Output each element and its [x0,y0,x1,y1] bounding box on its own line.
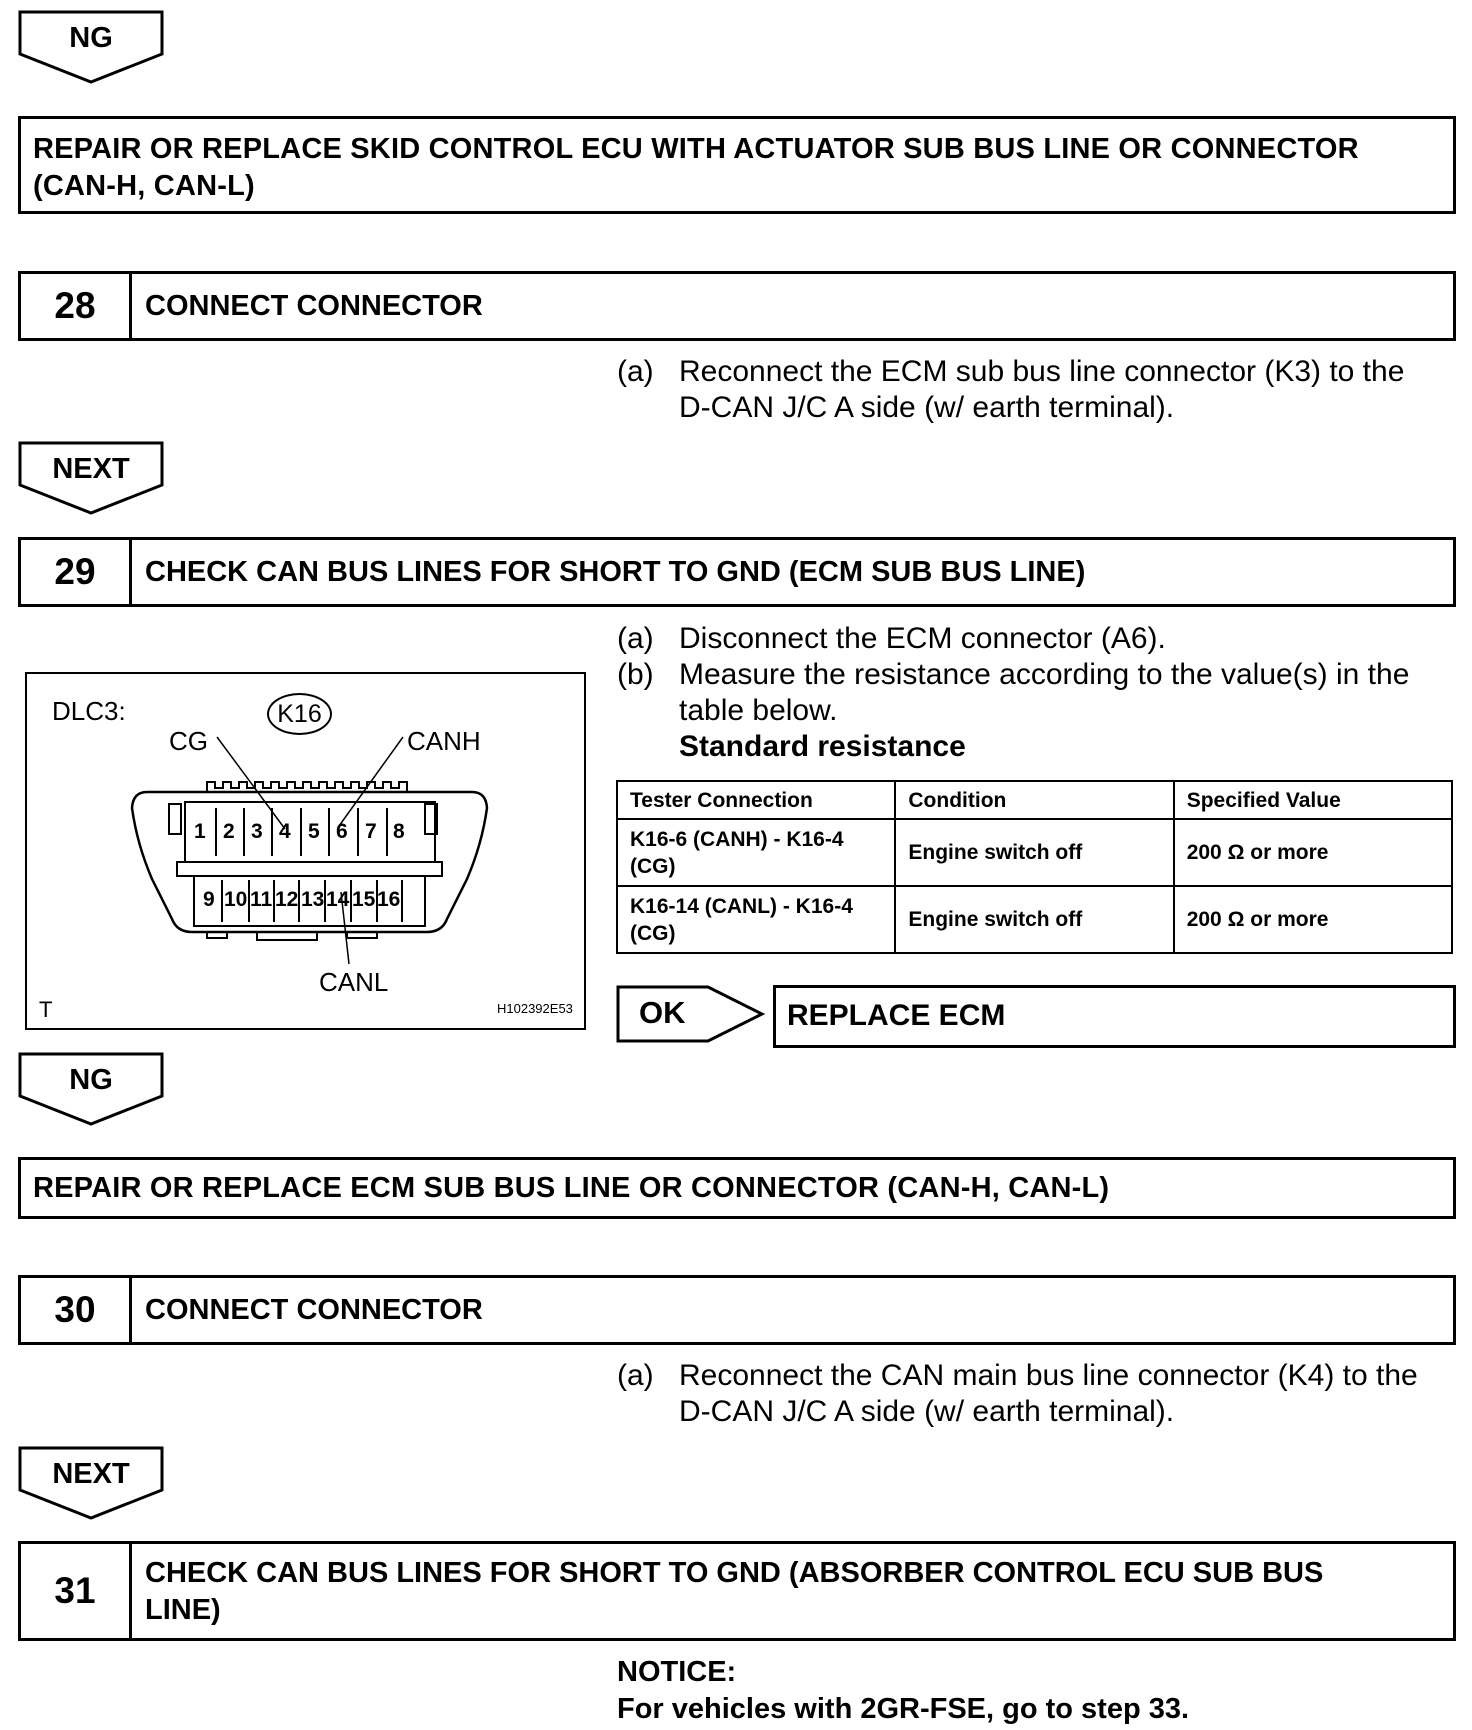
step-30-instruction: (a) Reconnect the CAN main bus line connector (K4) to the D-CAN J/C A side (w/ earth terminal). [617,1359,1418,1428]
pin-label: 4 [279,820,291,843]
table-cell: 200 Ω or more [1174,886,1452,953]
step-title: CHECK CAN BUS LINES FOR SHORT TO GND (ABSORBER CONTROL ECU SUB BUS LINE) [145,1557,1324,1626]
step-31-header [18,1541,1456,1641]
table-cell: Engine switch off [895,819,1173,886]
bottom-pin-row [195,888,425,916]
table-header: Condition [895,781,1173,819]
pin-label: 10 [224,888,248,911]
table-header: Tester Connection [617,781,895,819]
canh-leader-line [339,737,403,826]
ng-label: NG [69,1064,113,1096]
connector-id-badge: K16 [267,693,332,735]
canl-label: CANL [319,967,389,997]
notice-text: For vehicles with 2GR-FSE, go to step 33. [617,1693,1190,1725]
ng-flow-tag [18,1052,164,1128]
pin-label: 11 [250,888,273,911]
step-number: 31 [21,1544,132,1638]
step-29-header [18,537,1456,607]
pin-label: 7 [365,820,377,843]
pin-label: 8 [393,820,405,843]
repair-skid-control-box [18,116,1456,214]
pin-label: 9 [203,888,215,911]
step-title: CONNECT CONNECTOR [145,290,483,322]
pin-label: 14 [326,888,350,911]
table-cell: K16-6 (CANH) - K16-4 (CG) [617,819,895,886]
pin-label: 3 [251,820,263,843]
step-number: 28 [21,274,132,338]
next-flow-tag [18,441,164,517]
ok-flow-tag [616,985,766,1043]
replace-ecm-text: REPLACE ECM [787,999,1006,1032]
figure-code: H102392E53 [497,1001,573,1016]
pin-label: 1 [194,820,206,843]
step-29-instruction-b: (b) Measure the resistance according to the value(s) in the table below. Standard resistance [617,658,1410,763]
ng-label: NG [69,22,113,54]
step-number: 29 [21,540,132,604]
table-header-row [617,781,1452,819]
resistance-table [616,780,1453,954]
standard-resistance-heading: Standard resistance [679,730,966,763]
table-cell: K16-14 (CANL) - K16-4 (CG) [617,886,895,953]
step-28-header [18,271,1456,341]
pin-label: 5 [308,820,320,843]
pin-label: 12 [275,888,299,911]
table-cell: Engine switch off [895,886,1173,953]
top-pin-row [187,820,433,848]
replace-ecm-box [773,985,1456,1048]
pin-label: 16 [377,888,401,911]
pin-label: 6 [336,820,348,843]
cg-label: CG [169,726,208,756]
step-30-header [18,1275,1456,1345]
notice-heading: NOTICE: [617,1656,737,1688]
pin-label: 2 [223,820,235,843]
notice-block [617,1654,1457,1728]
repair-ecm-bus-box [18,1157,1456,1219]
next-flow-tag [18,1446,164,1522]
step-number: 30 [21,1278,132,1342]
table-row [617,819,1452,886]
step-29-instruction-a: (a) Disconnect the ECM connector (A6). [617,622,1166,655]
repair-ecm-bus-text: REPAIR OR REPLACE ECM SUB BUS LINE OR CONNECTOR (CAN-H, CAN-L) [33,1172,1110,1204]
next-label: NEXT [52,453,130,485]
table-row [617,886,1452,953]
connector-outline-svg [27,674,584,1028]
ok-label: OK [639,995,686,1030]
next-label: NEXT [52,1458,130,1490]
pin-label: 13 [301,888,325,911]
step-title: CONNECT CONNECTOR [145,1294,483,1326]
canh-label: CANH [407,726,481,756]
table-cell: 200 Ω or more [1174,819,1452,886]
dlc3-connector-diagram [25,672,586,1030]
step-28-instruction: (a) Reconnect the ECM sub bus line connector (K3) to the D-CAN J/C A side (w/ earth terminal). [617,355,1405,424]
step-title: CHECK CAN BUS LINES FOR SHORT TO GND (ECM SUB BUS LINE) [145,556,1086,588]
ng-flow-tag [18,10,164,86]
table-header: Specified Value [1174,781,1452,819]
pin-label: 15 [352,888,376,911]
repair-skid-control-text: REPAIR OR REPLACE SKID CONTROL ECU WITH ACTUATOR SUB BUS LINE OR CONNECTOR (CAN-H, CAN-L) [33,133,1359,202]
dlc3-label: DLC3: [52,696,126,726]
corner-t-label: T [39,997,53,1022]
